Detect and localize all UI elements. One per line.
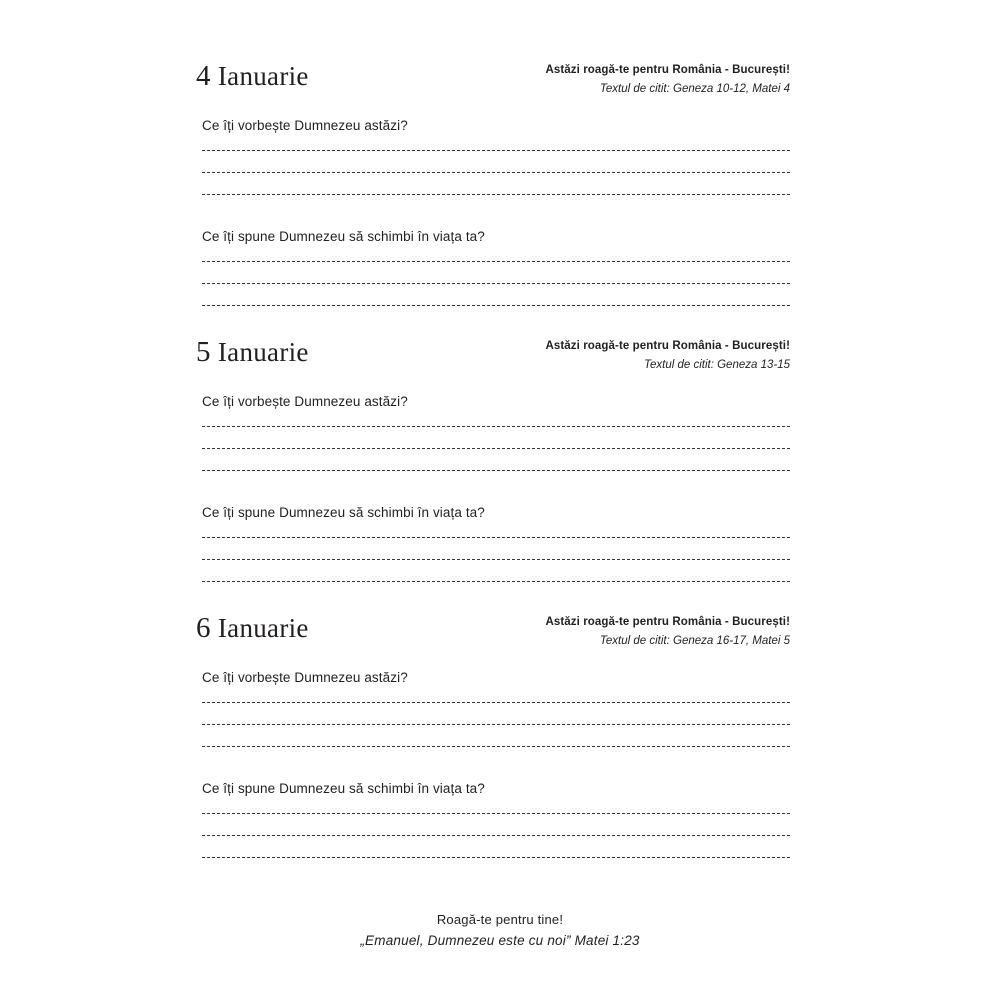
day-entry	[196, 60, 790, 318]
writing-lines-group-2[interactable]	[196, 804, 790, 870]
writing-line[interactable]	[196, 296, 790, 318]
writing-lines-group-2[interactable]	[196, 528, 790, 594]
writing-line[interactable]	[196, 417, 790, 439]
writing-line[interactable]	[196, 804, 790, 826]
prompt-question-1: Ce îți vorbește Dumnezeu astăzi?	[202, 118, 408, 133]
day-month: Ianuarie	[217, 337, 309, 367]
writing-lines-group-1[interactable]	[196, 141, 790, 207]
footer-prayer-line: Roagă-te pentru tine!	[436, 912, 564, 927]
day-header	[196, 612, 790, 664]
day-number: 4	[196, 60, 211, 92]
writing-line[interactable]	[196, 185, 790, 207]
writing-line[interactable]	[196, 461, 790, 483]
spacer	[196, 483, 790, 499]
reading-reference: Textul de citit: Geneza 13-15	[644, 359, 790, 371]
writing-line[interactable]	[196, 252, 790, 274]
writing-line[interactable]	[196, 572, 790, 594]
day-title	[196, 336, 309, 368]
writing-line[interactable]	[196, 439, 790, 461]
writing-line[interactable]	[196, 163, 790, 185]
page-footer	[0, 912, 1000, 948]
reading-reference: Textul de citit: Geneza 16-17, Matei 5	[599, 635, 790, 647]
day-meta	[545, 616, 790, 647]
spacer	[196, 759, 790, 775]
day-header	[196, 336, 790, 388]
prompt-question-1: Ce îți vorbește Dumnezeu astăzi?	[202, 670, 408, 685]
writing-line[interactable]	[196, 528, 790, 550]
day-entry	[196, 336, 790, 594]
day-header	[196, 60, 790, 112]
day-title	[196, 60, 309, 92]
writing-line[interactable]	[196, 826, 790, 848]
writing-line[interactable]	[196, 550, 790, 572]
writing-line[interactable]	[196, 274, 790, 296]
writing-line[interactable]	[196, 848, 790, 870]
day-month: Ianuarie	[217, 613, 309, 643]
writing-line[interactable]	[196, 141, 790, 163]
writing-lines-group-2[interactable]	[196, 252, 790, 318]
day-meta	[545, 340, 790, 371]
prayer-focus: Astăzi roagă-te pentru România - București!	[545, 340, 790, 352]
footer-verse-line: „Emanuel, Dumnezeu este cu noi” Matei 1:23	[360, 933, 640, 948]
prompt-question-2: Ce îți spune Dumnezeu să schimbi în viața ta?	[202, 505, 485, 520]
writing-line[interactable]	[196, 737, 790, 759]
page-content	[196, 60, 790, 888]
reading-reference: Textul de citit: Geneza 10-12, Matei 4	[599, 83, 790, 95]
writing-line[interactable]	[196, 715, 790, 737]
writing-lines-group-1[interactable]	[196, 693, 790, 759]
prayer-focus: Astăzi roagă-te pentru România - București!	[545, 64, 790, 76]
prompt-question-2: Ce îți spune Dumnezeu să schimbi în viața ta?	[202, 229, 485, 244]
day-meta	[545, 64, 790, 95]
writing-line[interactable]	[196, 693, 790, 715]
prompt-question-2: Ce îți spune Dumnezeu să schimbi în viața ta?	[202, 781, 485, 796]
day-number: 6	[196, 612, 211, 644]
prompt-question-1: Ce îți vorbește Dumnezeu astăzi?	[202, 394, 408, 409]
prayer-focus: Astăzi roagă-te pentru România - București!	[545, 616, 790, 628]
day-number: 5	[196, 336, 211, 368]
day-title	[196, 612, 309, 644]
day-entry	[196, 612, 790, 870]
day-month: Ianuarie	[217, 61, 309, 91]
writing-lines-group-1[interactable]	[196, 417, 790, 483]
spacer	[196, 207, 790, 223]
